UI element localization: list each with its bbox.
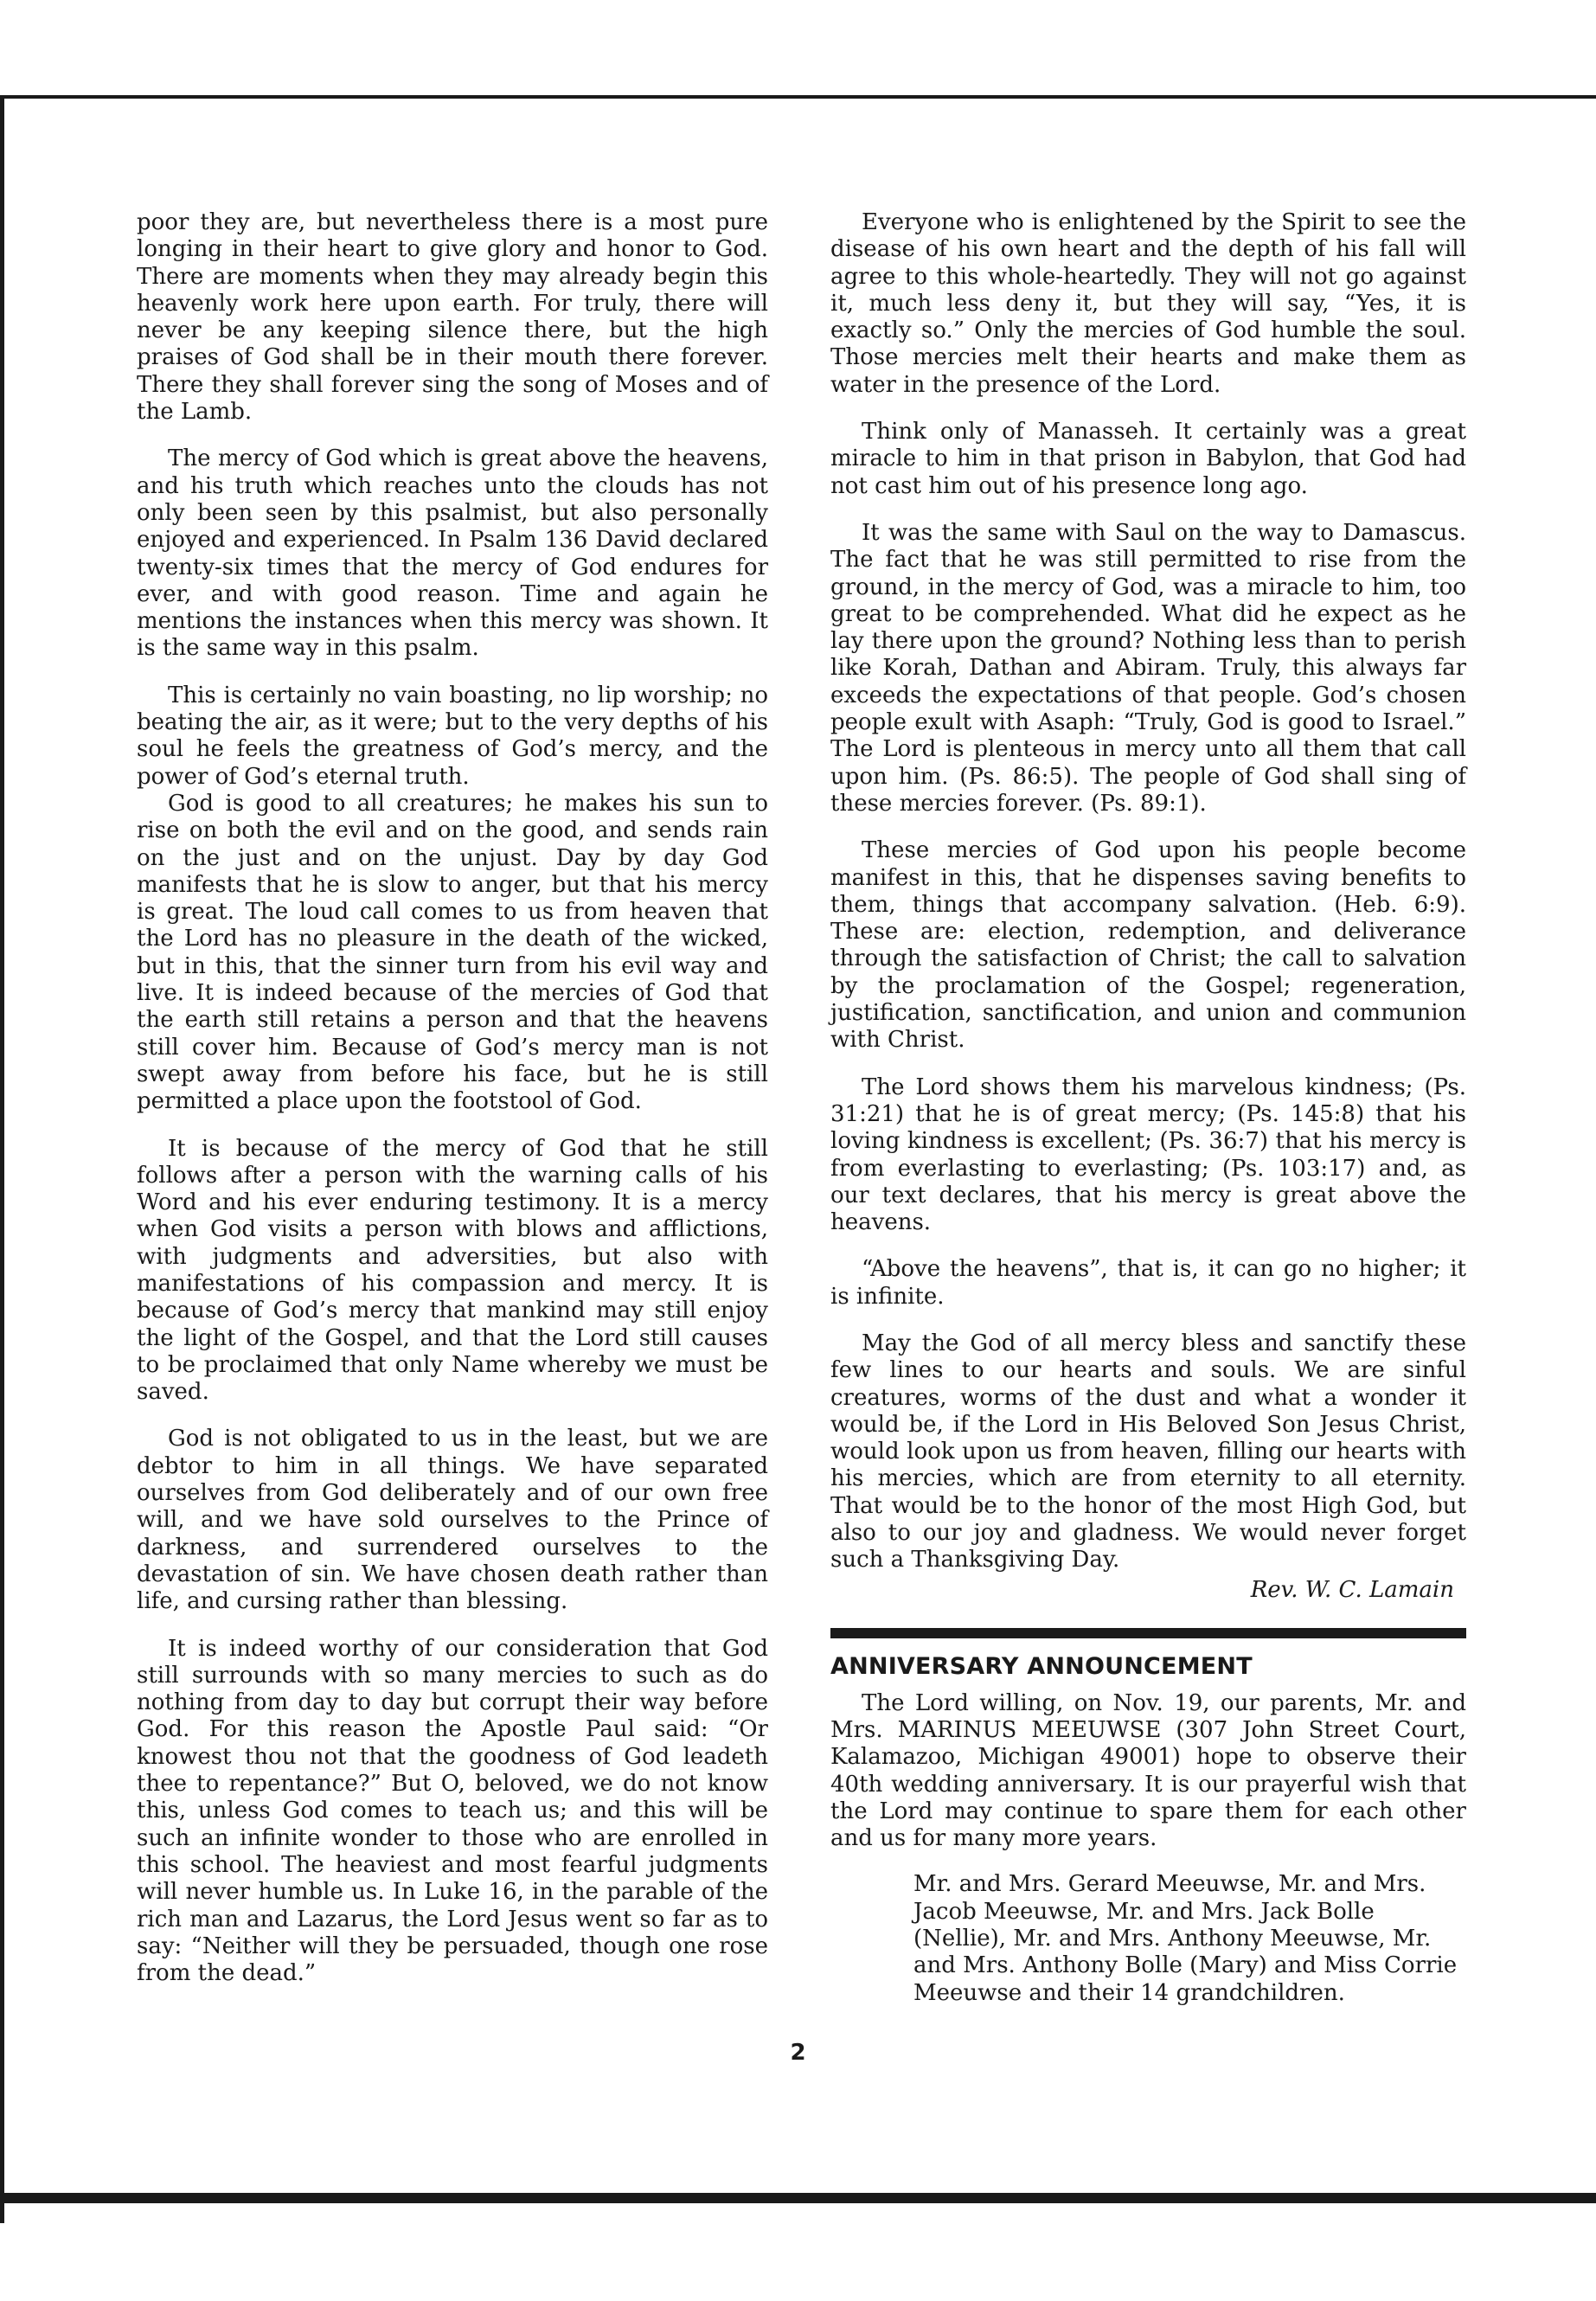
body-paragraph: God is good to all creatures; he makes his sun to rise on both the evil and on the good, and sends rain on the just and on the unjust. Day by day God manifests that he is slow to anger, but that his mercy is great. The loud call comes to us from heaven that the Lord has no pleasure in the death of the wicked, but in this, that the sinner turn from his evil way and live. It is indeed because of the mercies of God that the earth still retains a person and that the heavens still cover him. Because of God’s mercy man is not swept away from before his face, but he is still permitted a place upon the footstool of God. <box>137 790 768 1115</box>
body-paragraph: These mercies of God upon his people become manifest in this, that he dispenses saving benefits to them, things that accompany salvation. (Heb. 6:9). These are: election, redemption, and deliverance through the satisfaction of Christ; the call to salvation by the proclamation of the Gospel; regeneration, justification, sanctification, and union and communion with Christ. <box>830 837 1466 1054</box>
body-paragraph: It was the same with Saul on the way to Damascus. The fact that he was still permitted to rise from the ground, in the mercy of God, was a miracle to him, too great to be comprehended. What did he expect as he lay there upon the ground? Nothing less than to perish like Korah, Dathan and Abiram. Truly, this always far exceeds the expectations of that people. God’s chosen people exult with Asaph: “Truly, God is good to Israel.” The Lord is plenteous in mercy unto all them that call upon him. (Ps. 86:5). The people of God shall sing of these mercies forever. (Ps. 89:1). <box>830 519 1466 817</box>
body-paragraph: This is certainly no vain boasting, no lip worship; no beating the air, as it were; but to the very depths of his soul he feels the greatness of God’s mercy, and the power of God’s eternal truth. <box>137 682 768 790</box>
section-divider <box>830 1628 1466 1638</box>
body-paragraph: poor they are, but nevertheless there is a most pure longing in their heart to give glory and honor to God. There are moments when they may already begin this heavenly work here upon earth. For truly, there will never be any keeping silence there, but the high praises of God shall be in their mouth there forever. There they shall forever sing the song of Moses and of the Lamb. <box>137 209 768 426</box>
scan-rule-bottom <box>0 2193 1596 2203</box>
body-paragraph: Think only of Manasseh. It certainly was a great miracle to him in that prison in Babylon, that God had not cast him out of his presence long ago. <box>830 419 1466 499</box>
body-paragraph: “Above the heavens”, that is, it can go no higher; it is infinite. <box>830 1256 1466 1310</box>
author-signature: Rev. W. C. Lamain <box>1250 1576 1454 1603</box>
page-number: 2 <box>790 2040 806 2066</box>
scan-edge-left <box>0 95 4 2223</box>
body-paragraph: Everyone who is enlightened by the Spirit to see the disease of his own heart and the depth of his fall will agree to this whole-heartedly. They will not go against it, much less deny it, but they will say, “Yes, it is exactly so.” Only the mercies of God humble the soul. Those mercies melt their hearts and make them as water in the presence of the Lord. <box>830 209 1466 398</box>
body-paragraph: It is indeed worthy of our consideration that God still surrounds with so many mercies to such as do nothing from day to day but corrupt their way before God. For this reason the Apostle Paul said: “Or knowest thou not that the goodness of God leadeth thee to repentance?” But O, beloved, we do not know this, unless God comes to teach us; and this will be such an infinite wonder to those who are enrolled in this school. The heaviest and most fearful judgments will never humble us. In Luke 16, in the parable of the rich man and Lazarus, the Lord Jesus went so far as to say: “Neither will they be persuaded, though one rose from the dead.” <box>137 1635 768 1987</box>
body-paragraph: May the God of all mercy bless and sanctify these few lines to our hearts and souls. We are sinful creatures, worms of the dust and what a wonder it would be, if the Lord in His Beloved Son Jesus Christ, would look upon us from heaven, filling our hearts with his mercies, which are from eternity to all eternity. That would be to the honor of the most High God, but also to our joy and gladness. We would never forget such a Thanksgiving Day. <box>830 1330 1466 1574</box>
right-column <box>830 209 1466 2007</box>
body-paragraph: The Lord shows them his marvelous kindness; (Ps. 31:21) that he is of great mercy; (Ps. 145:8) that his loving kindness is excellent; (Ps. 36:7) that his mercy is from everlasting to everlasting; (Ps. 103:17) and, as our text declares, that his mercy is great above the heavens. <box>830 1074 1466 1236</box>
announcement-heading: ANNIVERSARY ANNOUNCEMENT <box>830 1652 1253 1680</box>
body-paragraph: God is not obligated to us in the least, but we are debtor to him in all things. We have separated ourselves from God deliberately and of our own free will, and we have sold ourselves to the Prince of darkness, and surrendered ourselves to the devastation of sin. We have chosen death rather than life, and cursing rather than blessing. <box>137 1426 768 1615</box>
body-paragraph: It is because of the mercy of God that he still follows after a person with the warning calls of his Word and his ever enduring testimony. It is a mercy when God visits a person with blows and afflictions, with judgments and adversities, but also with manifestations of his compassion and mercy. It is because of God’s mercy that mankind may still enjoy the light of the Gospel, and that the Lord still causes to be proclaimed that only Name whereby we must be saved. <box>137 1135 768 1406</box>
announcement-signers: Mr. and Mrs. Gerard Meeuwse, Mr. and Mrs. Jacob Meeuwse, Mr. and Mrs. Jack Bolle (Nellie), Mr. and Mrs. Anthony Meeuwse, Mr. and Mrs. Anthony Bolle (Mary) and Miss Corrie Meeuwse and their 14 grandchildren. <box>913 1871 1458 2006</box>
scan-rule-top <box>0 95 1596 99</box>
body-paragraph: The mercy of God which is great above the heavens, and his truth which reaches unto the clouds has not only been seen by this psalmist, but also personally enjoyed and experienced. In Psalm 136 David declared twenty-six times that the mercy of God endures for ever, and with good reason. Time and again he mentions the instances when this mercy was shown. It is the same way in this psalm. <box>137 445 768 662</box>
left-column <box>137 209 768 1987</box>
announcement-body: The Lord willing, on Nov. 19, our parents, Mr. and Mrs. MARINUS MEEUWSE (307 John Street Court, Kalamazoo, Michigan 49001) hope to observe their 40th wedding anniversary. It is our prayerful wish that the Lord may continue to spare them for each other and us for many more years. <box>830 1689 1466 1852</box>
